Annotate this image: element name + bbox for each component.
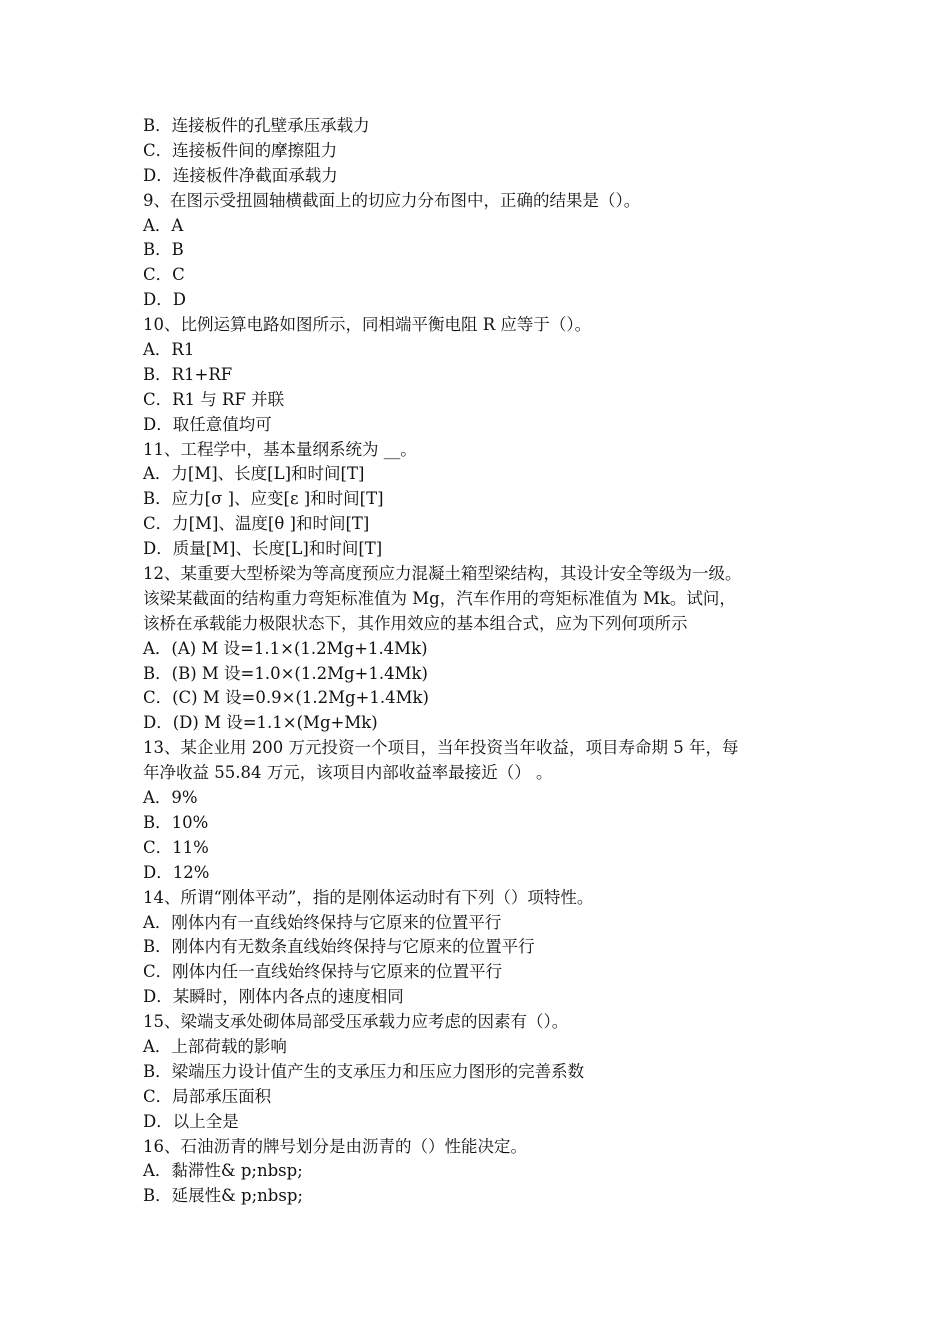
option-line: A．上部荷载的影响 [143, 1036, 287, 1056]
question-line: 9、在图示受扭圆轴横截面上的切应力分布图中，正确的结果是（）。 [143, 190, 641, 210]
option-line: B．梁端压力设计值产生的支承压力和压应力图形的完善系数 [143, 1061, 585, 1081]
option-line: C．R1 与 RF 并联 [143, 389, 285, 409]
question-line: 该桥在承载能力极限状态下，其作用效应的基本组合式，应为下列何项所示 [143, 613, 688, 633]
option-line: B．B [143, 240, 184, 260]
option-line: A．R1 [143, 340, 195, 360]
option-line: C．力[M]、温度[θ ]和时间[T] [143, 514, 370, 534]
option-line: D．某瞬时，刚体内各点的速度相同 [143, 987, 404, 1007]
option-line: D．以上全是 [143, 1111, 239, 1131]
option-line: A．A [143, 215, 184, 235]
option-line: D．(D) M 设=1.1×(Mg+Mk) [143, 713, 378, 733]
option-line: B．R1+RF [143, 364, 233, 384]
option-line: C．C [143, 265, 185, 285]
option-line: B．(B) M 设=1.0×(1.2Mg+1.4Mk) [143, 663, 428, 683]
question-line: 15、梁端支承处砌体局部受压承载力应考虑的因素有（）。 [143, 1012, 569, 1032]
question-line: 年净收益 55.84 万元，该项目内部收益率最接近（） 。 [143, 763, 553, 783]
option-line: C．(C) M 设=0.9×(1.2Mg+1.4Mk) [143, 688, 429, 708]
option-line: B．应力[σ ]、应变[ε ]和时间[T] [143, 489, 384, 509]
question-line: 11、工程学中，基本量纲系统为 __。 [143, 439, 417, 459]
option-line: D．连接板件净截面承载力 [143, 165, 338, 185]
option-line: C．局部承压面积 [143, 1086, 272, 1106]
option-line: D．12% [143, 862, 210, 882]
option-line: C．11% [143, 837, 209, 857]
option-line: C．刚体内任一直线始终保持与它原来的位置平行 [143, 962, 503, 982]
option-line: A．力[M]、长度[L]和时间[T] [143, 464, 365, 484]
question-line: 10、比例运算电路如图所示，同相端平衡电阻 R 应等于（）。 [143, 315, 592, 335]
option-line: A．9% [143, 788, 198, 808]
question-line: 14、所谓“刚体平动”，指的是刚体运动时有下列（）项特性。 [143, 887, 594, 907]
option-line: B．延展性& p;nbsp; [143, 1186, 303, 1206]
option-line: B．10% [143, 812, 209, 832]
option-line: A．黏滞性& p;nbsp; [143, 1161, 303, 1181]
option-line: D．D [143, 290, 186, 310]
option-line: B．刚体内有无数条直线始终保持与它原来的位置平行 [143, 937, 535, 957]
question-line: 13、某企业用 200 万元投资一个项目，当年投资当年收益，项目寿命期 5 年，每 [143, 738, 739, 758]
option-line: D．质量[M]、长度[L]和时间[T] [143, 539, 383, 559]
question-line: 该梁某截面的结构重力弯矩标准值为 Mg，汽车作用的弯矩标准值为 Mk。试问， [143, 588, 736, 608]
question-line: 16、石油沥青的牌号划分是由沥青的（）性能决定。 [143, 1136, 527, 1156]
option-line: A．(A) M 设=1.1×(1.2Mg+1.4Mk) [143, 638, 428, 658]
question-text-block [143, 114, 823, 1209]
question-line: 12、某重要大型桥梁为等高度预应力混凝土箱型梁结构，其设计安全等级为一级。 [143, 564, 742, 584]
option-line: A．刚体内有一直线始终保持与它原来的位置平行 [143, 912, 502, 932]
option-line: D．取任意值均可 [143, 414, 272, 434]
option-line: C．连接板件间的摩擦阻力 [143, 140, 338, 160]
option-line: B．连接板件的孔壁承压承载力 [143, 116, 370, 135]
